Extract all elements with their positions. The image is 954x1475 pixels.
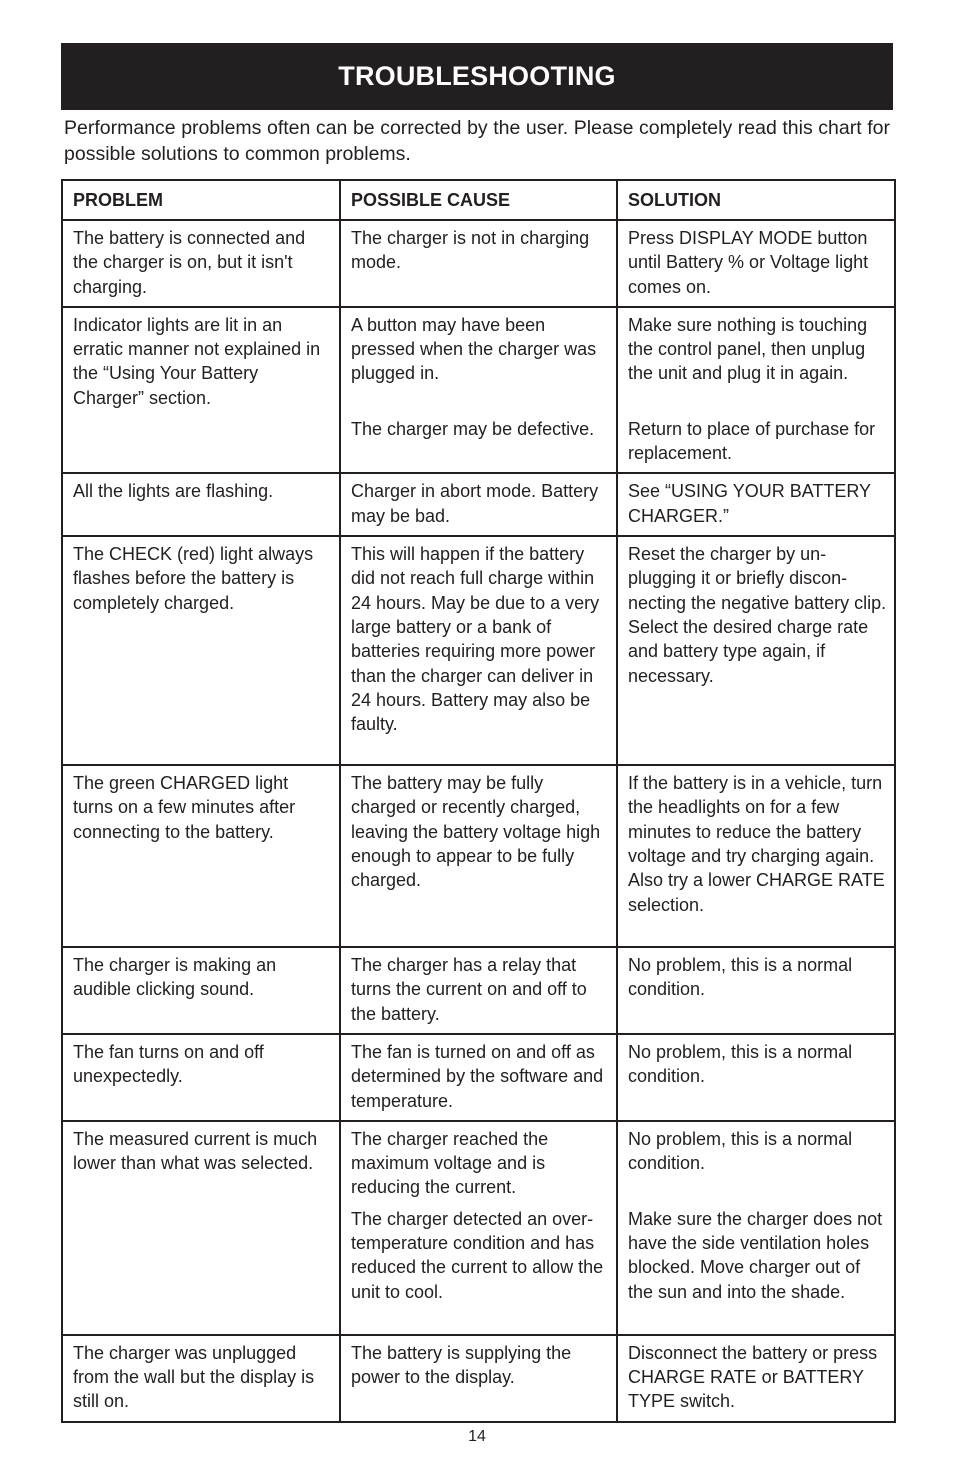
- table-header-row: [62, 180, 895, 220]
- solution-text: No problem, this is a normal condition.: [628, 1041, 853, 1087]
- table-row: [62, 473, 895, 536]
- problem-cell: [62, 220, 340, 307]
- cause-cell: [340, 947, 617, 1034]
- problem-text: The green CHARGED light turns on a few minutes after connecting to the battery.: [73, 773, 296, 842]
- problem-cell: [62, 307, 340, 474]
- problem-cell: [62, 947, 340, 1034]
- table-row: [62, 307, 895, 474]
- table-row: [62, 536, 895, 765]
- cause-text: The charger has a relay that turns the current on and off to the battery.: [351, 955, 587, 1024]
- cause-text: The charger is not in charging mode.: [351, 228, 590, 273]
- problem-text: Indicator lights are lit in an erratic manner not explained in the “Using Your Battery Charger” section.: [73, 314, 321, 408]
- table-row: [62, 220, 895, 307]
- solution-text: If the battery is in a vehicle, turn the headlights on for a few minutes to reduce the battery voltage and try charging again. Also try a lower CHARGE RATE selection.: [628, 773, 885, 915]
- header-possible-cause: POSSIBLE CAUSE: [340, 180, 617, 220]
- solution-text: No problem, this is a normal condition.: [628, 1128, 853, 1174]
- solution-text: Press DISPLAY MODE button until Battery % or Voltage light comes on.: [628, 228, 869, 297]
- problem-text: The charger was unplugged from the wall but the display is still on.: [73, 1342, 315, 1412]
- intro-paragraph: Performance problems often can be corrected by the user. Please completely read this chart for possible solutions to common problems.: [64, 117, 890, 165]
- solution-text: Reset the charger by un-plugging it or briefly discon-necting the negative battery clip. Select the desired charge rate and battery type again, if necessary.: [628, 544, 887, 686]
- problem-cell: [62, 473, 340, 536]
- cause-text: A button may have been pressed when the charger was plugged in.: [351, 314, 597, 384]
- solution-cell: [617, 536, 895, 765]
- solution-text: Return to place of purchase for replacement.: [628, 418, 876, 464]
- problem-cell: [62, 1335, 340, 1422]
- problem-text: The battery is connected and the charger is on, but it isn't charging.: [73, 228, 306, 297]
- table-row: [62, 1335, 895, 1422]
- table-row: [62, 1121, 895, 1335]
- problem-text: The charger is making an audible clicking sound.: [73, 955, 277, 1000]
- solution-text: Disconnect the battery or press CHARGE RATE or BATTERY TYPE switch.: [628, 1342, 878, 1412]
- problem-cell: [62, 765, 340, 947]
- solution-cell: [617, 947, 895, 1034]
- cause-cell: [340, 307, 617, 474]
- cause-cell: [340, 220, 617, 307]
- problem-text: The fan turns on and off unexpectedly.: [73, 1041, 264, 1087]
- cause-text: The battery may be fully charged or recently charged, leaving the battery voltage high enough to appear to be fully charged.: [351, 773, 601, 891]
- solution-cell: [617, 220, 895, 307]
- problem-text: The measured current is much lower than what was selected.: [73, 1128, 318, 1174]
- header-problem: PROBLEM: [62, 180, 340, 220]
- cause-cell: [340, 1034, 617, 1121]
- solution-cell: [617, 1335, 895, 1422]
- title-bar: [61, 43, 893, 110]
- header-solution: SOLUTION: [617, 180, 895, 220]
- problem-cell: [62, 1034, 340, 1121]
- solution-cell: [617, 1121, 895, 1335]
- cause-text: The charger may be defective.: [351, 418, 595, 439]
- cause-text: The charger reached the maximum voltage and is reducing the current.: [351, 1128, 549, 1198]
- problem-text: All the lights are flashing.: [73, 481, 274, 502]
- cause-text: The charger detected an over-temperature condition and has reduced the current to allow the unit to cool.: [351, 1208, 604, 1302]
- solution-cell: [617, 473, 895, 536]
- problem-cell: [62, 1121, 340, 1335]
- solution-text: Make sure the charger does not have the side ventilation holes blocked. Move charger out of the sun and into the shade.: [628, 1208, 883, 1302]
- solution-text: No problem, this is a normal condition.: [628, 955, 853, 1000]
- cause-cell: [340, 1335, 617, 1422]
- cause-cell: [340, 765, 617, 947]
- page-number: 14: [468, 1428, 486, 1445]
- cause-text: The battery is supplying the power to the display.: [351, 1342, 572, 1388]
- table-row: [62, 1034, 895, 1121]
- page-title: TROUBLESHOOTING: [338, 61, 616, 91]
- table-row: [62, 947, 895, 1034]
- solution-cell: [617, 765, 895, 947]
- troubleshooting-table: [61, 179, 896, 1423]
- solution-cell: [617, 1034, 895, 1121]
- cause-cell: [340, 1121, 617, 1335]
- problem-cell: [62, 536, 340, 765]
- cause-text: This will happen if the battery did not reach full charge within 24 hours. May be due to a very large battery or a bank of batteries requiring more power than the charger can deliver in 24 hours. Battery may also be faulty.: [351, 544, 600, 735]
- solution-cell: [617, 307, 895, 474]
- problem-text: The CHECK (red) light always flashes before the battery is completely charged.: [73, 544, 314, 613]
- cause-text: Charger in abort mode. Battery may be bad.: [351, 481, 599, 526]
- solution-text: Make sure nothing is touching the control panel, then unplug the unit and plug it in again.: [628, 314, 868, 384]
- solution-text: See “USING YOUR BATTERY CHARGER.”: [628, 481, 871, 526]
- cause-text: The fan is turned on and off as determined by the software and temperature.: [351, 1041, 604, 1111]
- cause-cell: [340, 473, 617, 536]
- table-row: [62, 765, 895, 947]
- cause-cell: [340, 536, 617, 765]
